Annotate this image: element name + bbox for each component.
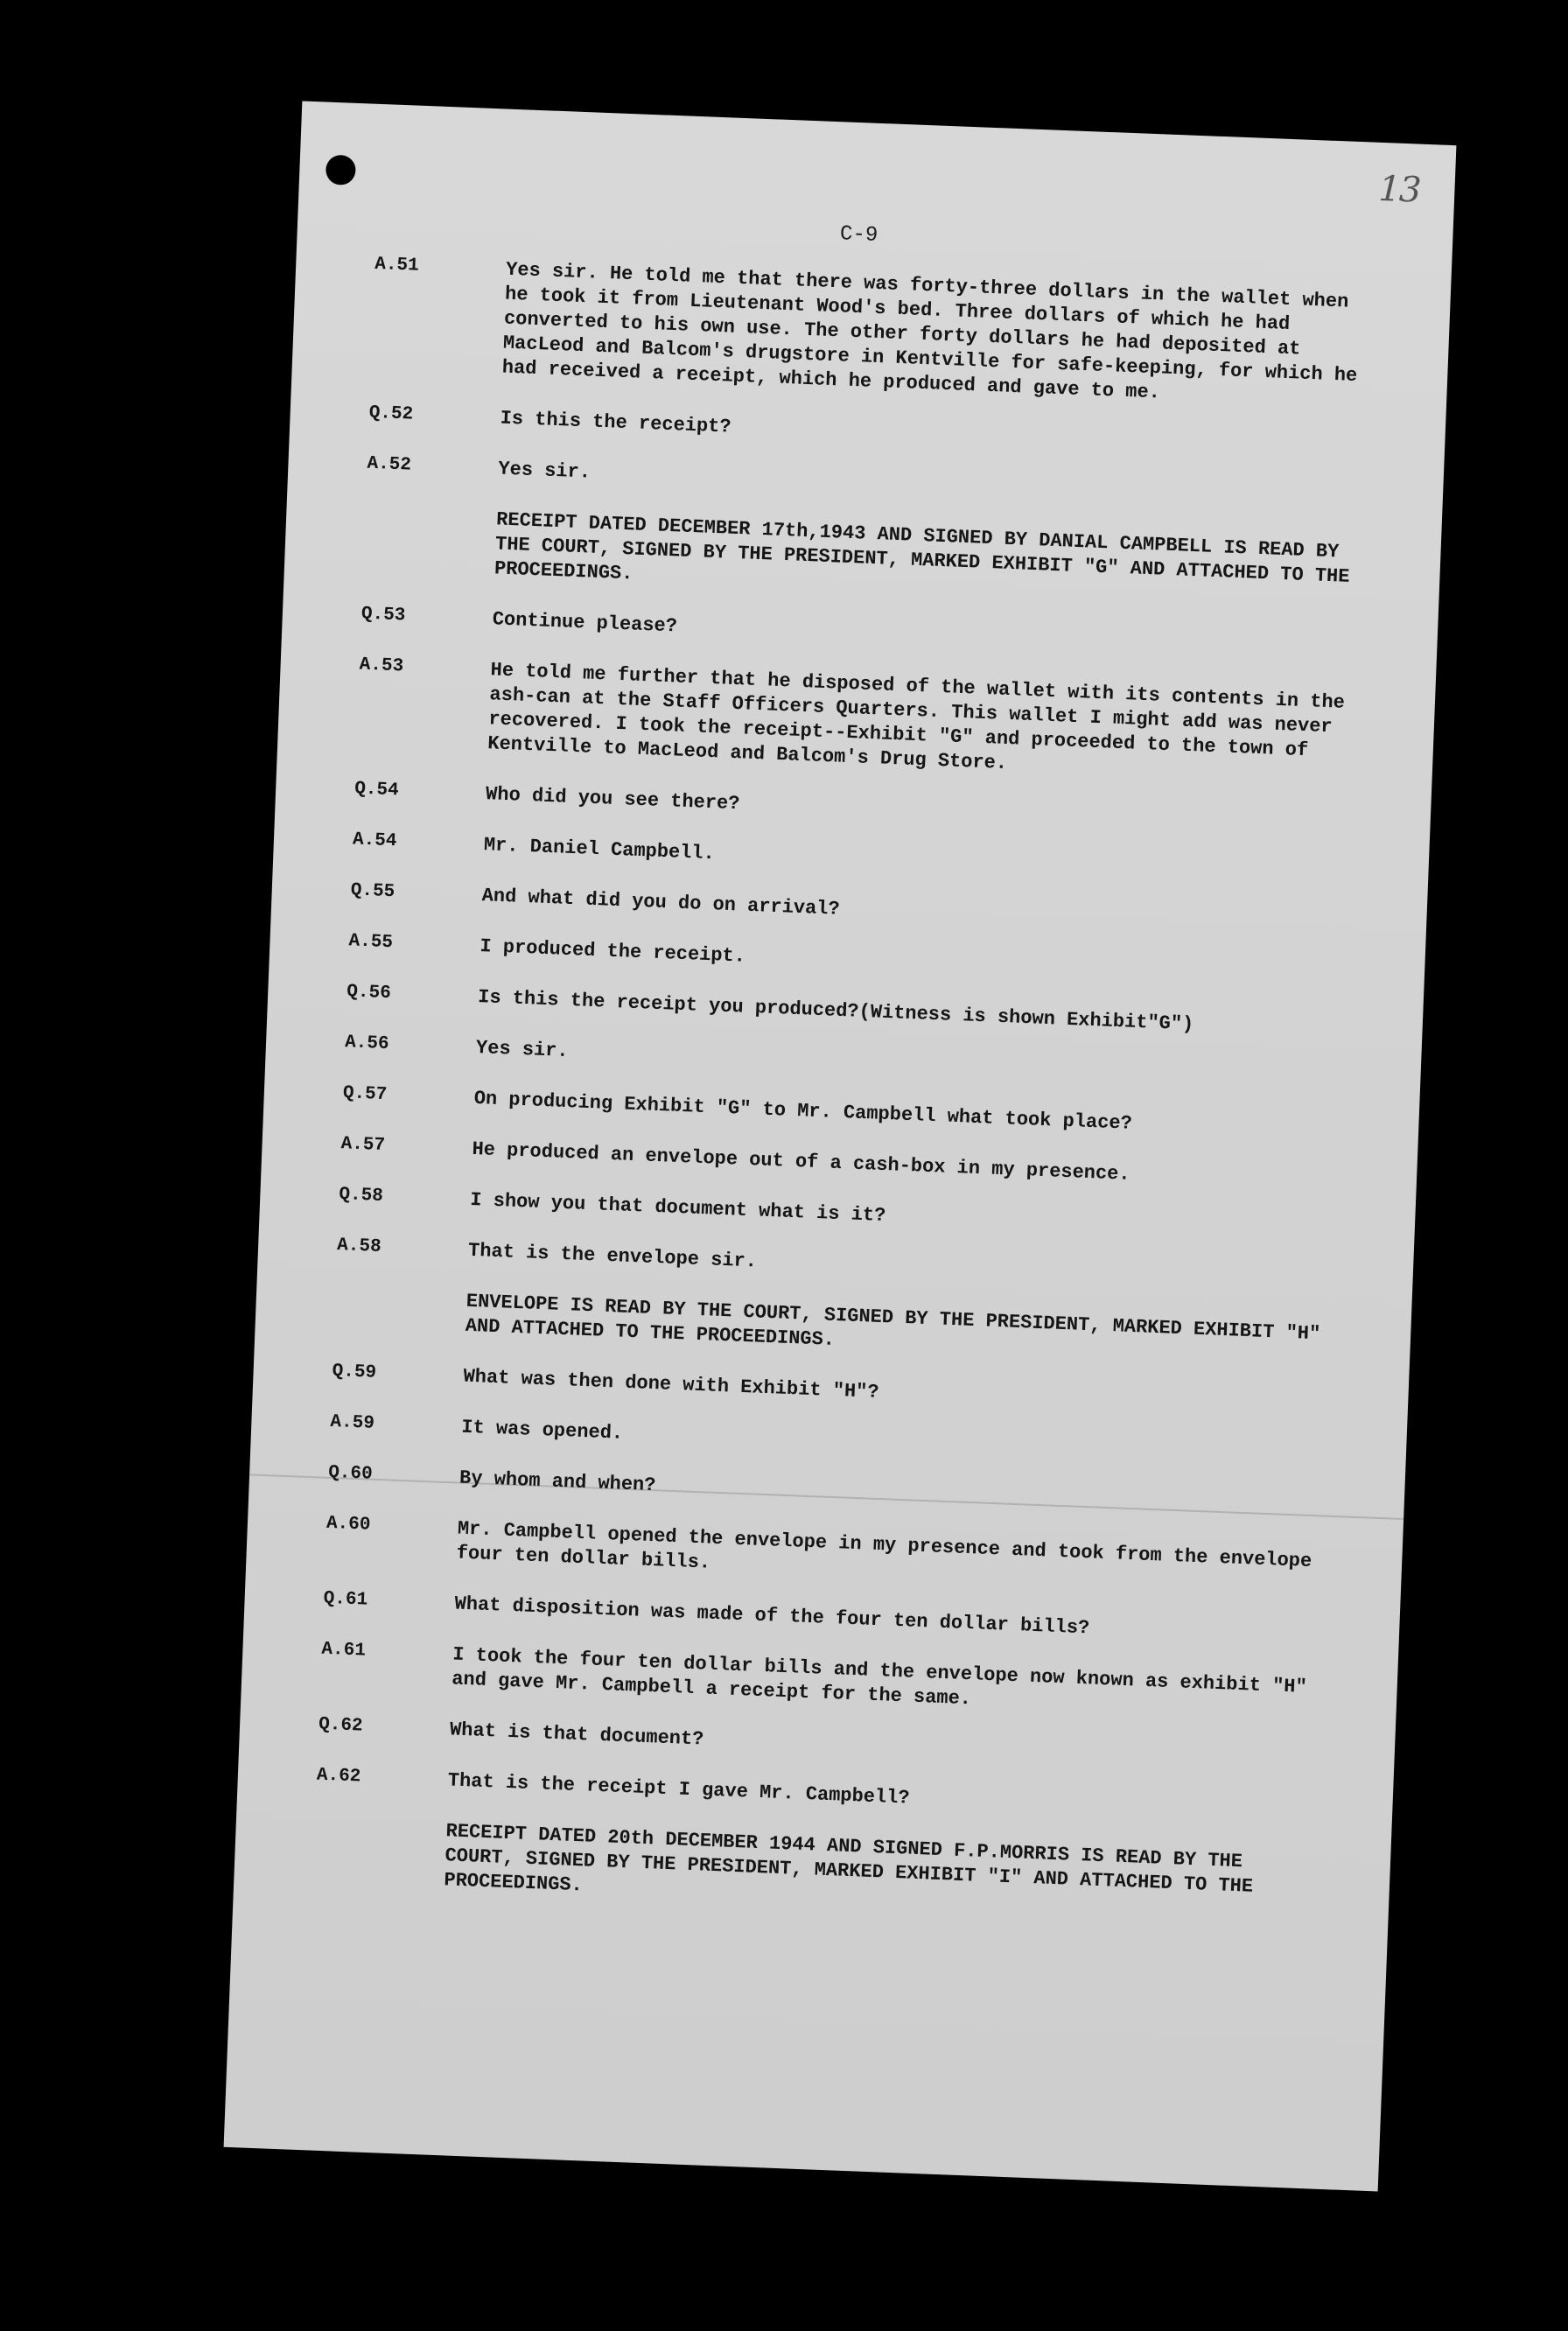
- entry-label: Q.53: [360, 604, 406, 626]
- transcript-body: [285, 252, 1398, 1954]
- entry-label: Q.61: [323, 1588, 368, 1611]
- entry-label: A.59: [330, 1411, 375, 1434]
- question-entry: [328, 776, 1378, 841]
- court-note: ENVELOPE IS READ BY THE COURT, SIGNED BY THE PRESIDENT, MARKED EXHIBIT "H" AND ATTACHED TO THE PROCEEDINGS.: [465, 1290, 1321, 1351]
- answer-entry: [304, 1410, 1354, 1474]
- entry-text: Yes sir.: [497, 458, 592, 484]
- question-entry: [324, 878, 1374, 942]
- entry-text: I produced the receipt.: [479, 935, 746, 968]
- answer-entry: [326, 827, 1376, 892]
- question-entry: [312, 1182, 1362, 1247]
- entry-label: Q.62: [318, 1714, 364, 1737]
- entry-label: A.62: [316, 1765, 361, 1788]
- question-entry: [302, 1460, 1352, 1525]
- punch-hole: [326, 155, 356, 186]
- entry-label: Q.58: [339, 1185, 384, 1207]
- question-entry: [334, 601, 1384, 666]
- answer-entry: [322, 928, 1372, 993]
- entry-text: He told me further that he disposed of the wallet with its contents in the ash-can at the Staff Officers Quarters. This wallet I might add was never recovered. I took the receipt--Exhibit "G" and proceeded to the town of Kentville to MacLeod and Balcom's Drug Store.: [486, 659, 1346, 775]
- entry-label: A.54: [352, 830, 397, 852]
- answer-entry: [314, 1131, 1364, 1196]
- entry-label: Q.52: [368, 402, 414, 425]
- question-entry: [292, 1712, 1342, 1776]
- entry-label: Q.56: [346, 982, 392, 1004]
- entry-label: Q.55: [350, 880, 396, 903]
- entry-text: Yes sir.: [475, 1036, 570, 1062]
- entry-label: Q.59: [332, 1361, 377, 1383]
- entry-text: On producing Exhibit "G" to Mr. Campbell what took place?: [473, 1087, 1133, 1135]
- entry-text: What disposition was made of the four ten dollar bills?: [454, 1592, 1090, 1640]
- entry-text: Mr. Campbell opened the envelope in my presence and took from the envelope four ten dollar bills.: [456, 1517, 1312, 1574]
- entry-label: A.53: [359, 654, 404, 677]
- entry-text: Is this the receipt you produced?(Witness is shown Exhibit"G"): [477, 986, 1194, 1036]
- entry-label: A.58: [336, 1236, 382, 1257]
- question-entry: [342, 401, 1392, 466]
- entry-text: Yes sir. He told me that there was forty-three dollars in the wallet when he took it from Lieutenant Wood's bed. Three dollars of which he had converted to his own use. The other forty dollars he had deposited at MacLeod and Balcom's drugstore in Kentville for safe-keeping, for which he had received a receipt, which he produced and gave to me.: [501, 258, 1358, 404]
- question-entry: [316, 1081, 1366, 1145]
- entry-text: What was then done with Exhibit "H"?: [463, 1365, 879, 1404]
- question-entry: [320, 979, 1370, 1044]
- entry-label: A.56: [344, 1032, 389, 1055]
- entry-label: A.51: [374, 254, 420, 276]
- entry-text: That is the envelope sir.: [467, 1239, 758, 1273]
- entry-text: What is that document?: [449, 1718, 704, 1751]
- entry-label: A.61: [321, 1639, 367, 1662]
- answer-entry: [330, 652, 1382, 790]
- document-page: [224, 102, 1457, 2192]
- entry-label: Q.57: [342, 1083, 388, 1106]
- answer-entry: [318, 1030, 1368, 1095]
- entry-label: A.52: [367, 453, 412, 476]
- entry-label: A.57: [340, 1134, 386, 1157]
- answer-entry: [290, 1762, 1340, 1827]
- court-note: RECEIPT DATED 20th DECEMBER 1944 AND SIGNED F.P.MORRIS IS READ BY THE COURT, SIGNED BY THE PRESIDENT, MARKED EXHIBIT "I" AND ATTACHED TO THE PROCEEDINGS.: [443, 1820, 1254, 1898]
- answer-entry: [298, 1511, 1349, 1600]
- entry-label: A.60: [326, 1513, 371, 1536]
- entry-text: And what did you do on arrival?: [481, 885, 841, 920]
- page-number: C-9: [839, 222, 878, 248]
- entry-text: He produced an envelope out of a cash-box in my presence.: [472, 1138, 1131, 1186]
- entry-text: Continue please?: [492, 608, 678, 638]
- answer-entry: [294, 1637, 1345, 1726]
- entry-label: A.55: [348, 931, 394, 954]
- answer-entry: [311, 1233, 1361, 1298]
- entry-text: Mr. Daniel Campbell.: [483, 834, 716, 865]
- entry-label: Q.60: [327, 1462, 374, 1485]
- entry-text: I show you that document what is it?: [469, 1188, 886, 1228]
- entry-text: Who did you see there?: [485, 783, 740, 816]
- handwritten-page-number: 13: [1377, 168, 1421, 211]
- answer-entry: [340, 452, 1390, 516]
- entry-text: I took the four ten dollar bills and the envelope now known as exhibit "H" and gave Mr. Campbell a receipt for the same.: [451, 1643, 1308, 1711]
- answer-entry: [344, 252, 1397, 415]
- entry-label: Q.54: [354, 779, 400, 802]
- question-entry: [297, 1586, 1347, 1651]
- entry-text: It was opened.: [460, 1416, 624, 1445]
- entry-text: By whom and when?: [458, 1466, 656, 1497]
- question-entry: [305, 1359, 1355, 1424]
- entry-text: Is this the receipt?: [500, 407, 732, 438]
- court-note: RECEIPT DATED DECEMBER 17th,1943 AND SIGNED BY DANIAL CAMPBELL IS READ BY THE COURT, SIGNED BY THE PRESIDENT, MARKED EXHIBIT "G" AND ATTACHED TO THE PROCEEDINGS.: [494, 508, 1350, 588]
- entry-text: That is the receipt I gave Mr. Campbell?: [447, 1769, 911, 1810]
